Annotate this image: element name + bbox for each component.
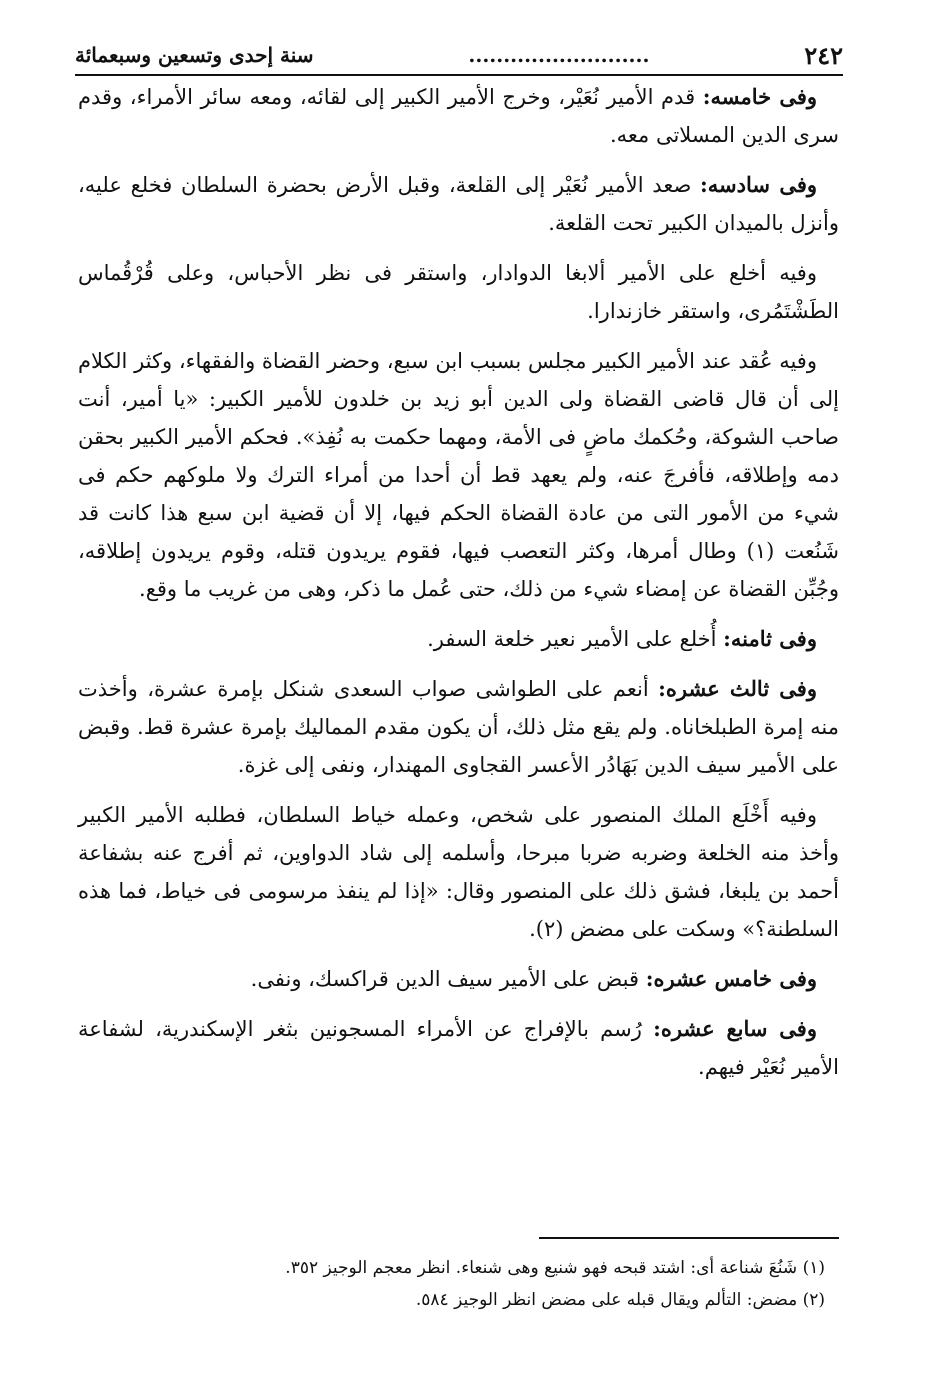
paragraph: [78, 960, 839, 998]
paragraph: [78, 796, 839, 948]
paragraph: [78, 342, 839, 608]
paragraph: [78, 670, 839, 784]
page-number: ٢٤٢: [804, 40, 843, 70]
paragraph-lead: وفى سادسه:: [700, 172, 818, 197]
footnote: (١) شَنُعَ شناعة أى: اشتد قبحه فهو شنيع وهى شنعاء. انظر معجم الوجيز ٣٥٢.: [285, 1258, 825, 1278]
paragraph: [78, 254, 839, 330]
paragraph-text: وفيه أخلع على الأمير ألابغا الدوادار، واستقر فى نظر الأحباس، وعلى قُرْقُماس الطَشْتَمُرى، واستقر خازندارا.: [78, 261, 839, 323]
paragraph-text: قبض على الأمير سيف الدين قراكسك، ونفى.: [250, 967, 646, 991]
paragraph: [78, 166, 839, 242]
running-title: سنة إحدى وتسعين وسبعمائة: [75, 43, 314, 67]
paragraph-lead: وفى خامسه:: [702, 84, 817, 109]
main-text: [78, 78, 839, 1098]
paragraph-lead: وفى سابع عشره:: [653, 1016, 817, 1041]
paragraph-lead: وفى خامس عشره:: [645, 966, 817, 991]
paragraph-text: وفيه أَخْلَع الملك المنصور على شخص، وعمله خياط السلطان، فطلبه الأمير الكبير وأخذ منه الخلعة وضربه ضربا مبرحا، وأسلمه إلى شاد الدواوين، ثم أفرج عنه بشفاعة أحمد بن يلبغا، فشق ذلك على المنصور وقال: «إذا لم ينفذ مرسومى فى خياط، فما هذه السلطنة؟» وسكت على مضض (٢).: [78, 803, 839, 941]
paragraph-text: قدم الأمير نُعَيْر، وخرج الأمير الكبير إلى لقائه، ومعه سائر الأمراء، وقدم سرى الدين المسلاتى معه.: [78, 85, 839, 147]
paragraph: [78, 78, 839, 154]
footnotes: [78, 1252, 825, 1316]
paragraph-lead: وفى ثالث عشره:: [658, 676, 817, 701]
header-leader: ..........................: [468, 43, 650, 67]
paragraph-text: أنعم على الطواشى صواب السعدى شنكل بإمرة عشرة، وأخذت منه إمرة الطبلخاناه. ولم يقع مثل ذلك، أن يكون مقدم المماليك بإمرة عشرة قط. وقبض على الأمير سيف الدين بَهَادُر الأعسر القجاوى المهندار، ونفى إلى غزة.: [78, 677, 839, 777]
paragraph: [78, 620, 839, 658]
paragraph: [78, 1010, 839, 1086]
footnote: (٢) مضض: التألم ويقال قبله على مضض انظر الوجيز ٥٨٤.: [415, 1290, 825, 1310]
paragraph-text: صعد الأمير نُعَيْر إلى القلعة، وقبل الأرض بحضرة السلطان فخلع عليه، وأنزل بالميدان الكبير تحت القلعة.: [78, 173, 839, 235]
page-header: [75, 36, 843, 76]
paragraph-lead: وفى ثامنه:: [723, 626, 817, 651]
paragraph-text: أُخلع على الأمير نعير خلعة السفر.: [427, 627, 724, 651]
footnote-divider: [539, 1237, 839, 1239]
paragraph-text: رُسم بالإفراج عن الأمراء المسجونين بثغر الإسكندرية، لشفاعة الأمير نُعَيْر فيهم.: [78, 1017, 839, 1079]
paragraph-text: وفيه عُقد عند الأمير الكبير مجلس بسبب ابن سبع، وحضر القضاة والفقهاء، وكثر الكلام إلى أن قال قاضى القضاة ولى الدين أبو زيد بن خلدون للأمير الكبير: «يا أمير، أنت صاحب الشوكة، وحُكمك ماضٍ فى الأمة، ومهما حكمت به نُفِذ». فحكم الأمير الكبير بحقن دمه وإطلاقه، فأفرجَ عنه، ولم يعهد قط أن أحدا من أمراء الترك ولا ملوكهم حكم فى شيء من الأمور التى من عادة القضاة الحكم فيها، إلا أن قضية ابن سبع هذا كانت قد شَنُعت (١) وطال أمرها، وكثر التعصب فيها، فقوم يريدون قتله، وقوم يريدون إطلاقه، وجُبِّن القضاة عن إمضاء شيء من ذلك، حتى عُمل ما ذكر، وهى من غريب ما وقع.: [78, 349, 839, 601]
